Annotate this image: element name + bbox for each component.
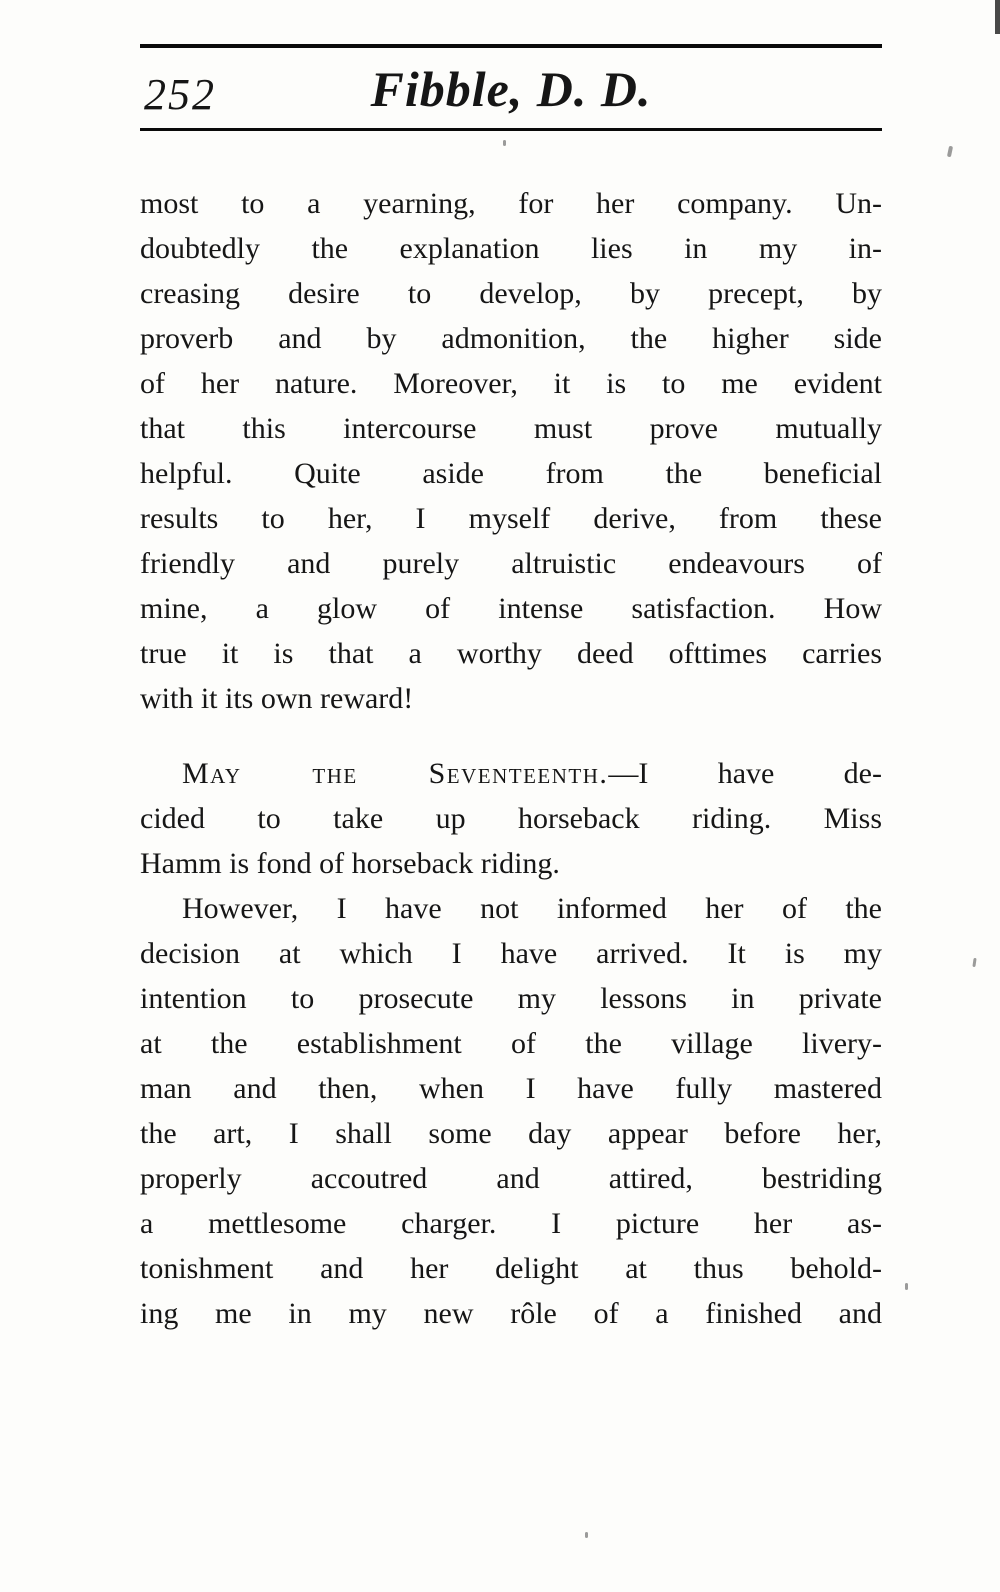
text-line: a mettlesome charger. I picture her as- — [140, 1207, 882, 1240]
text-line: decision at which I have arrived. It is my — [140, 937, 882, 970]
text-line: helpful. Quite aside from the beneficial — [140, 457, 882, 490]
text-line: creasing desire to develop, by precept, by — [140, 277, 882, 310]
page-title: Fibble, D. D. — [370, 61, 652, 117]
text-line: the art, I shall some day appear before her, — [140, 1117, 882, 1150]
text-line: intention to prosecute my lessons in private — [140, 982, 882, 1015]
text-line: properly accoutred and attired, bestriding — [140, 1162, 882, 1195]
paragraph — [140, 181, 882, 721]
paragraph — [140, 751, 882, 886]
scan-speck — [585, 1532, 588, 1538]
body-text — [140, 181, 882, 1336]
text-line: tonishment and her delight at thus behold- — [140, 1252, 882, 1285]
header-rule-bottom — [140, 128, 882, 131]
scan-edge-artifact — [995, 0, 1000, 34]
scan-speck — [947, 146, 953, 158]
page-content — [140, 0, 882, 1336]
scan-speck — [503, 140, 506, 146]
text-line: Hamm is fond of horseback riding. — [140, 847, 560, 880]
text-line: mine, a glow of intense satisfaction. How — [140, 592, 882, 625]
text-line: that this intercourse must prove mutually — [140, 412, 882, 445]
text-line: of her nature. Moreover, it is to me evident — [140, 367, 882, 400]
scan-speck — [972, 958, 976, 967]
text-line: However, I have not informed her of the — [182, 892, 882, 925]
running-header — [140, 48, 882, 128]
text-line: ing me in my new rôle of a finished and — [140, 1297, 882, 1330]
dateline-smallcaps: May the Seventeenth. — [182, 757, 609, 790]
text-line: man and then, when I have fully mastered — [140, 1072, 882, 1105]
text-line: most to a yearning, for her company. Un- — [140, 187, 882, 220]
text-line: results to her, I myself derive, from these — [140, 502, 882, 535]
text-line: doubtedly the explanation lies in my in- — [140, 232, 882, 265]
text-line: friendly and purely altruistic endeavours of — [140, 547, 882, 580]
text-line: at the establishment of the village livery- — [140, 1027, 882, 1060]
scan-speck — [905, 1283, 908, 1290]
page-number: 252 — [144, 70, 216, 119]
text-line: true it is that a worthy deed ofttimes carries — [140, 637, 882, 670]
text-line: proverb and by admonition, the higher side — [140, 322, 882, 355]
text-line: May the Seventeenth.—I have de- — [182, 757, 882, 790]
paragraph — [140, 886, 882, 1336]
text-line: with it its own reward! — [140, 682, 414, 715]
text-line: cided to take up horseback riding. Miss — [140, 802, 882, 835]
